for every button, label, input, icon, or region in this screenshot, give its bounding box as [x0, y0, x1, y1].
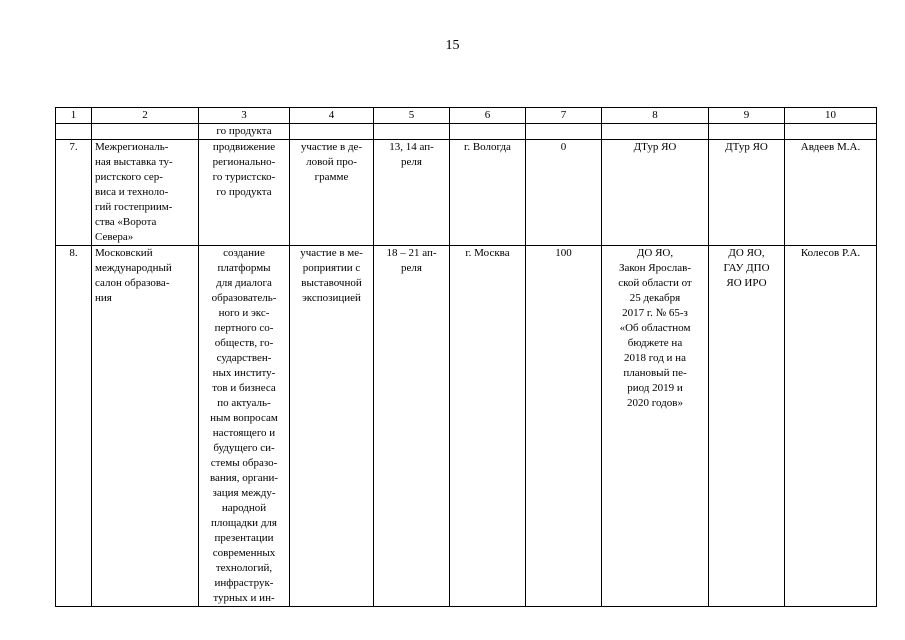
participation-form [290, 246, 374, 607]
cell-line: ного и экс- [218, 307, 270, 319]
cell-line: тов и бизнеса [212, 382, 276, 394]
column-number-row [56, 108, 877, 124]
cell-line: образователь- [211, 292, 277, 304]
table-row [56, 246, 877, 607]
cell-line: по актуаль- [217, 397, 271, 409]
cell-line: создание [223, 247, 265, 259]
cell-line: Московский [95, 247, 153, 259]
column-number: 4 [290, 108, 374, 124]
cell-line: Межрегиональ- [95, 141, 169, 153]
cell-line: 2018 год и на [624, 352, 686, 364]
cell-line: бюджете на [627, 337, 683, 349]
cell-line: ДО ЯО, [636, 247, 674, 259]
event-purpose [199, 246, 290, 607]
funding-source: ДТур ЯО [602, 140, 709, 246]
column-number: 9 [709, 108, 785, 124]
cell-line: роприятии с [302, 262, 361, 274]
cell-line: платформы [217, 262, 271, 274]
column-number: 2 [92, 108, 199, 124]
column-number: 8 [602, 108, 709, 124]
column-number: 3 [199, 108, 290, 124]
cell-line: современных [212, 547, 276, 559]
cell-line: салон образова- [95, 277, 170, 289]
funding-source [602, 246, 709, 607]
cell-line: ской области от [618, 277, 692, 289]
event-dates [374, 246, 450, 607]
cell-line: регионально- [212, 156, 276, 168]
cell-line: участие в де- [300, 141, 363, 153]
cell-line: 18 – 21 ап- [386, 247, 437, 259]
cell-line: 25 декабря [629, 292, 681, 304]
funding-amount: 0 [526, 140, 602, 246]
column-number: 5 [374, 108, 450, 124]
executor [709, 246, 785, 607]
responsible-person: Колесов Р.А. [785, 246, 877, 607]
cell-line: ства «Ворота [95, 216, 157, 228]
cell-line: реля [401, 156, 422, 168]
cell-line: ная выставка ту- [95, 156, 173, 168]
participation-form [290, 140, 374, 246]
cell-line: участие в ме- [300, 247, 363, 259]
cell-line: настоящего и [212, 427, 276, 439]
cell-line: зация между- [212, 487, 276, 499]
row-number: 7. [56, 140, 92, 246]
cell-line: ния [95, 292, 112, 304]
cell-line: стемы образо- [210, 457, 278, 469]
cell-line: ЯО ИРО [726, 277, 767, 289]
page-number: 15 [445, 38, 460, 53]
cell-line: обществ, го- [214, 337, 274, 349]
cell-line: 2017 г. № 65-з [622, 307, 688, 319]
cell-line: риод 2019 и [627, 382, 683, 394]
event-name [92, 246, 199, 607]
cell-line: ловой про- [306, 156, 357, 168]
cell-line: го продукта [216, 186, 272, 198]
event-place: г. Вологда [450, 140, 526, 246]
cell-line: будущего си- [213, 442, 275, 454]
row-number: 8. [56, 246, 92, 607]
cell-line: сударствен- [216, 352, 272, 364]
cell-line: пертного со- [214, 322, 274, 334]
cell-line: ДО ЯО, [728, 247, 765, 259]
cell-line: продвижение [212, 141, 276, 153]
cell-line: 13, 14 ап- [389, 141, 434, 153]
cell-line: Севера» [95, 231, 134, 243]
cell-line: 2020 годов» [627, 397, 683, 409]
cell-line: выставочной [301, 277, 362, 289]
cell-line: го продукта [216, 125, 272, 137]
cell-line: «Об областном [619, 322, 691, 334]
funding-amount: 100 [526, 246, 602, 607]
table-row [56, 140, 877, 246]
continuation-purpose [199, 124, 290, 140]
cell-line: ристского сер- [95, 171, 163, 183]
cell-line: инфраструк- [214, 577, 274, 589]
cell-line: ных институ- [212, 367, 276, 379]
events-table [55, 107, 877, 607]
cell-line: ГАУ ДПО [723, 262, 770, 274]
column-number: 1 [56, 108, 92, 124]
cell-line: виса и техноло- [95, 186, 169, 198]
cell-line: экспозицией [302, 292, 361, 304]
responsible-person: Авдеев М.А. [785, 140, 877, 246]
cell-line: го туристско- [212, 171, 276, 183]
cell-line: народной [221, 502, 267, 514]
cell-line: международный [95, 262, 172, 274]
cell-line: Закон Ярослав- [618, 262, 692, 274]
event-name [92, 140, 199, 246]
event-dates [374, 140, 450, 246]
cell-line: гий гостеприим- [95, 201, 173, 213]
column-number: 6 [450, 108, 526, 124]
cell-line: плановый пе- [623, 367, 687, 379]
column-number: 7 [526, 108, 602, 124]
cell-line: презентации [214, 532, 274, 544]
cell-line: вания, органи- [209, 472, 279, 484]
event-purpose [199, 140, 290, 246]
cell-line: реля [401, 262, 422, 274]
cell-line: турных и ин- [213, 592, 275, 604]
executor: ДТур ЯО [709, 140, 785, 246]
cell-line: площадки для [211, 517, 277, 529]
cell-line: технологий, [215, 562, 273, 574]
continuation-row [56, 124, 877, 140]
event-place: г. Москва [450, 246, 526, 607]
cell-line: ным вопросам [210, 412, 278, 424]
cell-line: для диалога [216, 277, 272, 289]
column-number: 10 [785, 108, 877, 124]
cell-line: грамме [314, 171, 349, 183]
